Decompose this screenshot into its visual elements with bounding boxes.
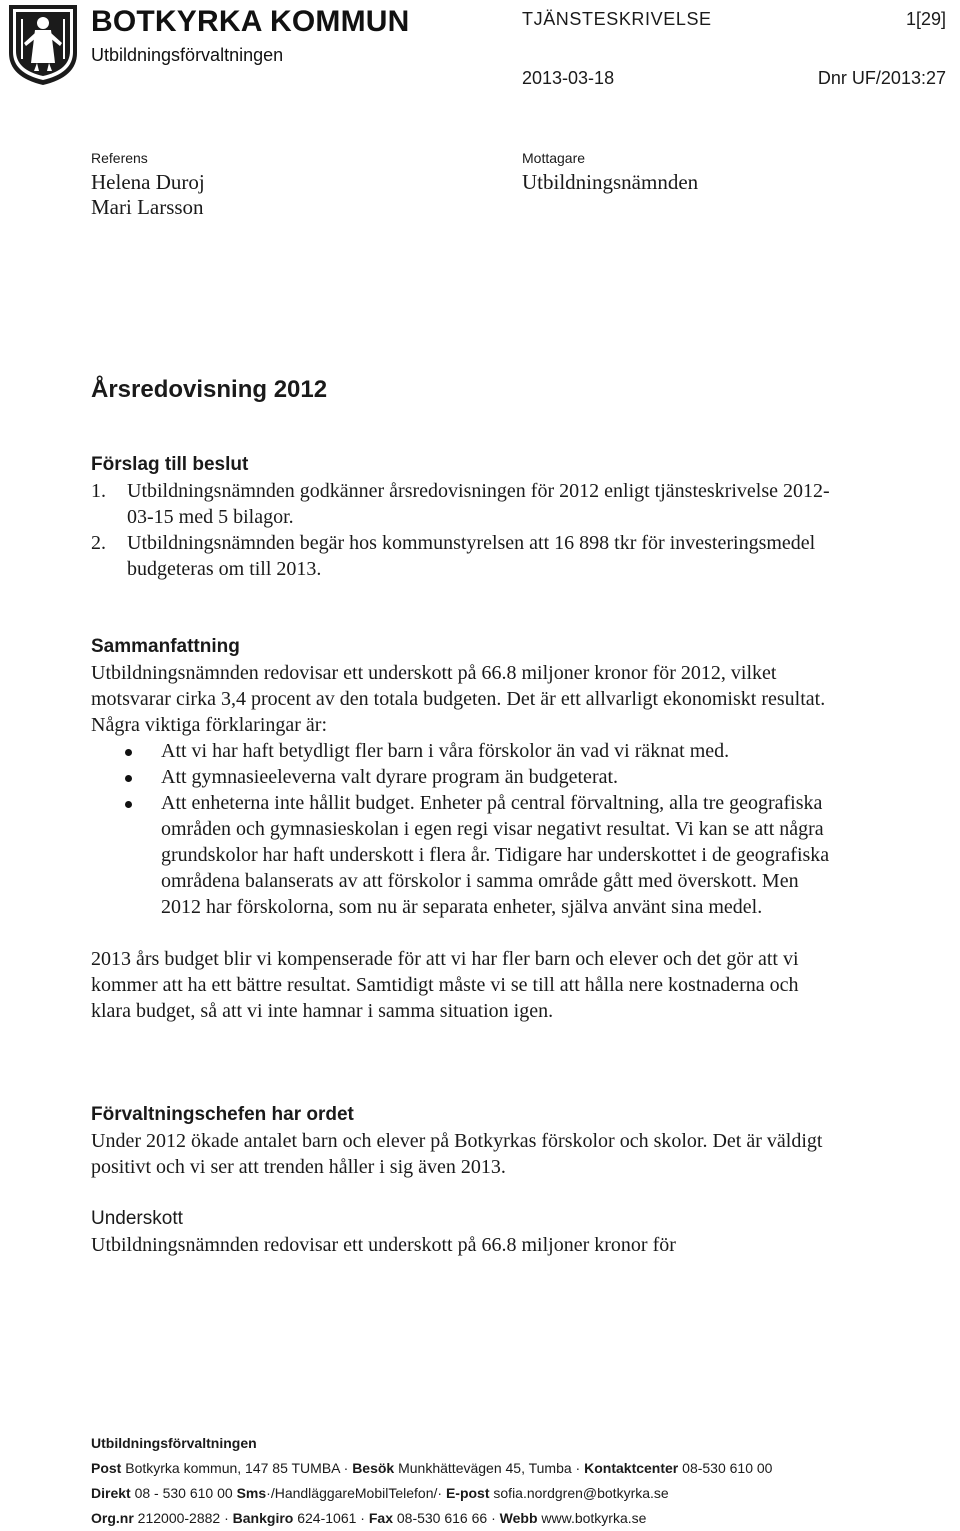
proposal-heading: Förslag till beslut xyxy=(91,454,249,475)
footer-label: Webb xyxy=(499,1510,538,1526)
footer-line-contact: Direkt 08 - 530 610 00 Sms·/HandläggareMobilTelefon/· E-post sofia.nordgren@botkyrka.se xyxy=(91,1485,669,1501)
reason-text: Att vi har haft betydligt fler barn i våra förskolor än vad vi räknat med. xyxy=(161,740,730,762)
footer-label: Post xyxy=(91,1460,122,1476)
decision-text: Utbildningsnämnden begär hos kommunstyrelsen att 16 898 tkr för investeringsmedel budgeteras om till 2013. xyxy=(127,532,816,580)
footer-value: 08-530 610 00 xyxy=(682,1460,773,1476)
footer-website[interactable]: www.botkyrka.se xyxy=(541,1510,647,1526)
document-body xyxy=(91,370,831,1258)
chief-paragraph: Under 2012 ökade antalet barn och elever på Botkyrkas förskolor och skolor. Det är väldigt positivt och vi ser att trenden håller i sig även 2013. xyxy=(91,1130,823,1178)
footer-label: Fax xyxy=(368,1510,393,1526)
department-name: Utbildningsförvaltningen xyxy=(91,45,284,65)
footer-value: 624-1061 xyxy=(297,1510,357,1526)
summary-heading: Sammanfattning xyxy=(91,636,240,657)
footer-label: Kontaktcenter xyxy=(584,1460,679,1476)
footer-label: Sms xyxy=(236,1485,267,1501)
footer-value: 08 - 530 610 00 xyxy=(134,1485,233,1501)
budget-paragraph: 2013 års budget blir vi kompenserade för att vi har fler barn och elever och det gör att vi kommer att ha ett bättre resultat. Samtidigt måste vi se till att hålla nere kostnaderna och klara budget, så att vi inte hamnar i samma situation igen. xyxy=(91,948,799,1022)
chief-heading: Förvaltningschefen har ordet xyxy=(91,1104,354,1125)
bullet-icon xyxy=(125,749,132,756)
footer-line-address: Post Botkyrka kommun, 147 85 TUMBA · Besök Munkhättevägen 45, Tumba · Kontaktcenter 08-530 610 00 xyxy=(91,1460,773,1476)
document-title: Årsredovisning 2012 xyxy=(91,376,328,403)
recipient-label: Mottagare xyxy=(522,150,586,166)
decision-item xyxy=(91,530,831,582)
footer-label: Direkt xyxy=(91,1485,131,1501)
footer-label: E-post xyxy=(445,1485,490,1501)
summary-paragraph: Utbildningsnämnden redovisar ett underskott på 66.8 miljoner kronor för 2012, vilket motsvarar cirka 3,4 procent av den totala budgeten. Det är ett allvarligt ekonomiskt resultat. xyxy=(91,662,826,710)
footer-value: Botkyrka kommun, 147 85 TUMBA xyxy=(125,1460,340,1476)
reason-text: Att gymnasieeleverna valt dyrare program än budgeterat. xyxy=(161,766,619,788)
decision-list xyxy=(91,478,831,582)
bullet-icon xyxy=(125,801,132,808)
footer xyxy=(91,1431,772,1531)
reason-item xyxy=(91,790,831,920)
reason-item xyxy=(91,738,831,764)
reference-name: Mari Larsson xyxy=(91,195,204,219)
reasons-list xyxy=(91,738,831,920)
document-date: 2013-03-18 xyxy=(522,68,615,88)
reference-label: Referens xyxy=(91,150,148,166)
reason-item xyxy=(91,764,831,790)
reasons-intro: Några viktiga förklaringar är: xyxy=(91,714,328,736)
reason-text: Att enheterna inte hållit budget. Enheter på central förvaltning, alla tre geografiska områden och gymnasieskolan i egen regi visar negativt resultat. Vi kan se att några grundskolor har haft underskott i flera år. Tidigare har underskottet i de geografiska områdena balanserats av att förskolor i samma område gått med överskott. Men 2012 har förskolorna, som nu är separata enheter, själva använt sina medel. xyxy=(161,792,830,918)
org-name: BOTKYRKA KOMMUN xyxy=(91,5,410,38)
deficit-paragraph: Utbildningsnämnden redovisar ett underskott på 66.8 miljoner kronor för xyxy=(91,1234,676,1256)
footer-value: Munkhättevägen 45, Tumba xyxy=(398,1460,572,1476)
bullet-icon xyxy=(125,775,132,782)
decision-number: 2. xyxy=(91,532,106,554)
decision-number: 1. xyxy=(91,480,106,502)
decision-text: Utbildningsnämnden godkänner årsredovisningen för 2012 enligt tjänsteskrivelse 2012-03-15 med 5 bilagor. xyxy=(127,480,830,528)
footer-label: Besök xyxy=(352,1460,395,1476)
recipient-name: Utbildningsnämnden xyxy=(522,170,699,194)
footer-label: Bankgiro xyxy=(232,1510,294,1526)
registration-number: Dnr UF/2013:27 xyxy=(817,68,946,88)
footer-org: Utbildningsförvaltningen xyxy=(91,1435,257,1451)
deficit-heading: Underskott xyxy=(91,1208,183,1229)
footer-line-bank: Org.nr 212000-2882 · Bankgiro 624-1061 · Fax 08-530 616 66 · Webb www.botkyrka.se xyxy=(91,1510,647,1526)
reference-name: Helena Duroj xyxy=(91,170,205,194)
page-number: 1[29] xyxy=(905,9,946,29)
footer-label: Org.nr xyxy=(91,1510,134,1526)
footer-value: /HandläggareMobilTelefon/ xyxy=(270,1485,438,1501)
document-type: TJÄNSTESKRIVELSE xyxy=(522,9,712,29)
footer-value: 08-530 616 66 xyxy=(396,1510,488,1526)
footer-value: 212000-2882 xyxy=(137,1510,221,1526)
botkyrka-coat-of-arms-logo xyxy=(6,3,80,87)
footer-email[interactable]: sofia.nordgren@botkyrka.se xyxy=(493,1485,669,1501)
decision-item xyxy=(91,478,831,530)
